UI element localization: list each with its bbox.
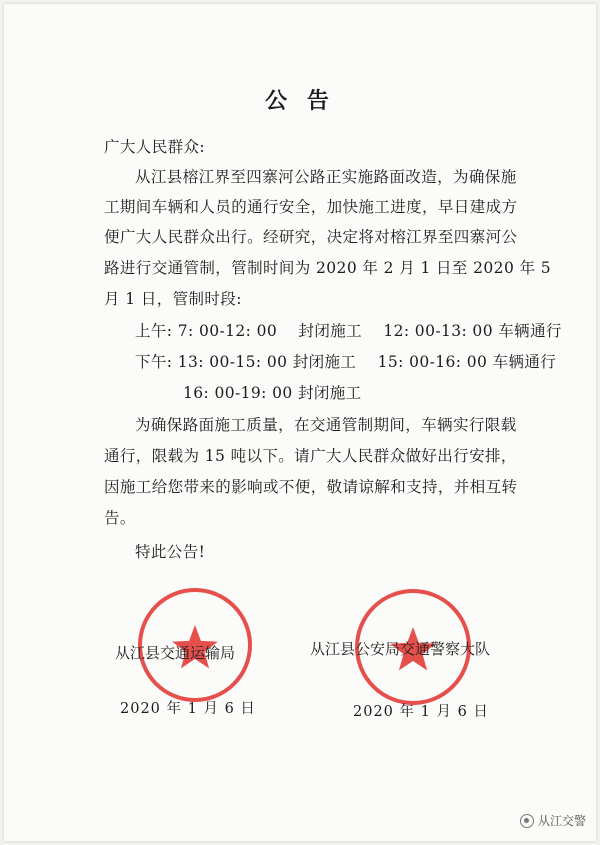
paragraph2-line: 告。 — [104, 509, 136, 527]
watermark-text: 从江交警 — [537, 814, 586, 828]
paragraph1-line: 路进行交通管制，管制时间为 2020 年 2 月 1 日至 2020 年 5 — [104, 259, 552, 277]
right-signer-name: 从江县公安局交通警察大队 — [310, 640, 491, 658]
left-signature-date: 2020 年 1 月 6 日 — [120, 701, 256, 717]
closing-text: 特此公告! — [135, 543, 206, 561]
salutation: 广大人民群众: — [104, 138, 206, 156]
paragraph2-line: 通行，限载为 15 吨以下。请广大人民群众做好出行安排， — [104, 447, 517, 465]
notice-title: 公 告 — [265, 88, 335, 114]
watermark — [520, 812, 586, 829]
paragraph1-line: 月 1 日，管制时段: — [104, 290, 242, 308]
schedule-evening: 16: 00-19: 00 封闭施工 — [183, 384, 362, 402]
paragraph2-line: 为确保路面施工质量，在交通管制期间，车辆实行限载 — [135, 416, 517, 434]
left-signer-name: 从江县交通运输局 — [115, 644, 236, 662]
paragraph1-line: 便广大人民群众出行。经研究，决定将对榕江界至四寨河公 — [104, 228, 518, 246]
paragraph1-line: 从江县榕江界至四寨河公路正实施路面改造，为确保施 — [135, 168, 517, 186]
wechat-channel-icon — [520, 814, 534, 828]
paragraph1-line: 工期间车辆和人员的通行安全，加快施工进度，早日建成方 — [104, 198, 518, 216]
paragraph2-line: 因施工给您带来的影响或不便，敬请谅解和支持，并相互转 — [104, 478, 518, 496]
right-signature-date: 2020 年 1 月 6 日 — [353, 704, 489, 720]
schedule-morning: 上午: 7: 00-12: 00 封闭施工 12: 00-13: 00 车辆通行 — [135, 322, 562, 340]
schedule-afternoon: 下午: 13: 00-15: 00 封闭施工 15: 00-16: 00 车辆通行 — [135, 353, 557, 371]
